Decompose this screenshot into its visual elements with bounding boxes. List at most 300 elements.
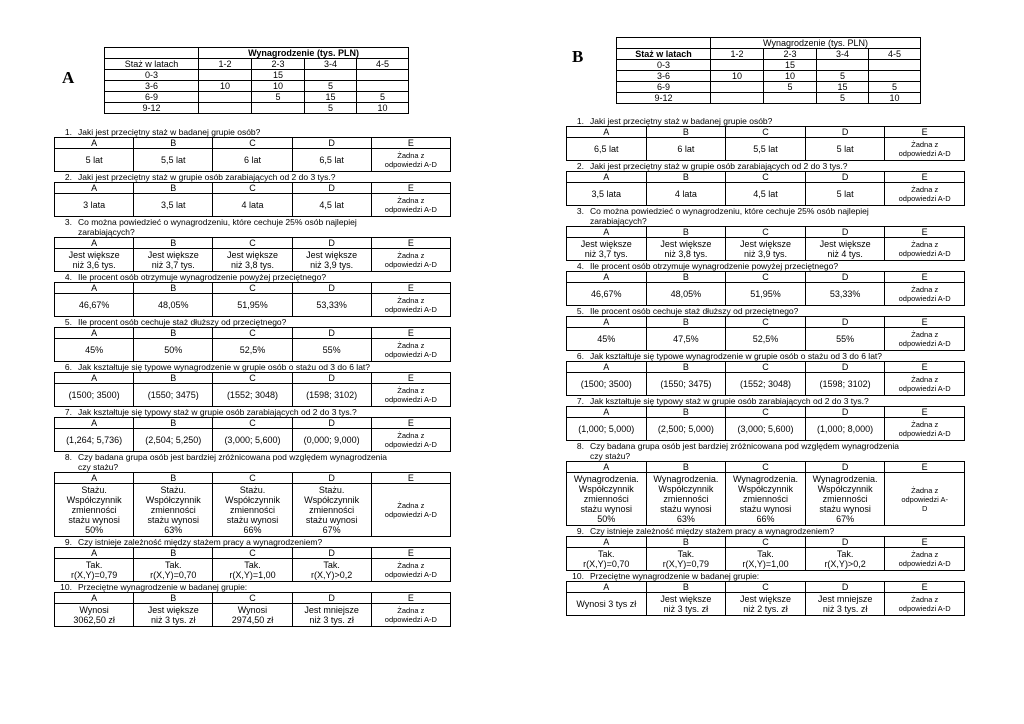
option-line: Współczynnik — [304, 495, 360, 505]
answer-option-e[interactable] — [371, 149, 450, 172]
option-line: r(X,Y)=0,79 — [70, 570, 118, 580]
question-text — [566, 116, 964, 126]
option-letter: D — [805, 462, 885, 473]
answer-option-a[interactable] — [567, 283, 647, 306]
question-line-text: Czy istnieje zależność między stażem pracy a wynagrodzeniem? — [590, 526, 835, 536]
option-line: Żadna z — [911, 240, 939, 249]
question-line-text: Jak kształtuje się typowy staż w grupie osób zarabiających od 2 do 3 tys.? — [590, 396, 869, 406]
options-header-row — [567, 462, 965, 473]
answer-option-e[interactable] — [371, 429, 450, 452]
option-line: Żadna z — [397, 606, 425, 615]
answer-option-e[interactable] — [371, 294, 450, 317]
answer-option-a[interactable] — [567, 238, 647, 261]
option-line: 4 lata — [241, 200, 264, 210]
answer-option-e[interactable] — [885, 418, 965, 441]
answer-option-a[interactable] — [55, 249, 134, 272]
table-cell: 15 — [817, 82, 869, 93]
option-letter: D — [805, 362, 885, 373]
row-label: 3-6 — [105, 81, 199, 92]
answer-option-a[interactable] — [55, 339, 134, 362]
question-line-text: Przeciętne wynagrodzenie w badanej grupie: — [78, 582, 248, 592]
option-line: odpowiedzi A-D — [384, 615, 437, 624]
option-letter: E — [885, 127, 965, 138]
answer-option-a[interactable] — [55, 384, 134, 407]
table-cell: 10 — [869, 93, 921, 104]
option-line: 63% — [676, 514, 695, 524]
question-line — [54, 172, 450, 182]
answer-option-c[interactable] — [213, 429, 292, 452]
answer-option-b[interactable] — [646, 183, 726, 206]
answer-option-d[interactable] — [292, 194, 371, 217]
question-number: 10. — [572, 571, 584, 581]
answer-option-c[interactable] — [726, 373, 806, 396]
table-cell: 5 — [869, 82, 921, 93]
table-row — [105, 92, 409, 103]
answer-option-b[interactable] — [134, 149, 213, 172]
option-line: (1500; 3500) — [68, 390, 120, 400]
option-letter: B — [646, 127, 726, 138]
table-row — [617, 93, 921, 104]
option-line: (2,500; 5,000) — [657, 424, 714, 434]
options-header-row — [567, 272, 965, 283]
answer-option-d[interactable] — [805, 138, 885, 161]
answer-option-d[interactable] — [805, 238, 885, 261]
question-line — [566, 261, 964, 271]
options-row — [567, 238, 965, 261]
answer-option-c[interactable] — [213, 294, 292, 317]
option-line: Żadna z — [397, 561, 425, 570]
option-line: Współczynnik — [66, 495, 122, 505]
option-letter: C — [726, 362, 806, 373]
option-letter: B — [134, 238, 213, 249]
option-letter: E — [885, 582, 965, 593]
options-header-row — [567, 362, 965, 373]
answer-option-e[interactable] — [371, 604, 450, 627]
answer-option-b[interactable] — [646, 373, 726, 396]
table-corner-cell — [105, 48, 199, 59]
answer-option-e[interactable] — [885, 548, 965, 571]
option-letter: A — [55, 138, 134, 149]
answer-option-a[interactable] — [567, 593, 647, 616]
option-letter: D — [292, 183, 371, 194]
option-letter: B — [134, 418, 213, 429]
option-line: stażu wynosi — [305, 515, 358, 525]
answer-option-a[interactable] — [567, 328, 647, 351]
answer-option-d[interactable] — [292, 294, 371, 317]
option-line: Jest większe — [147, 605, 199, 615]
answer-options-table — [54, 547, 451, 582]
row-header: Staż w latach — [105, 59, 199, 70]
answer-option-b[interactable] — [646, 238, 726, 261]
option-line: Żadna z — [397, 296, 425, 305]
answer-option-b[interactable] — [134, 429, 213, 452]
questions-b — [566, 116, 964, 616]
option-line: r(X,Y)=0,79 — [662, 559, 710, 569]
answer-option-b[interactable] — [134, 384, 213, 407]
options-row — [567, 418, 965, 441]
answer-option-c[interactable] — [213, 559, 292, 582]
table-cell: 5 — [305, 103, 357, 114]
answer-option-d[interactable] — [805, 473, 885, 526]
answer-option-b[interactable] — [134, 339, 213, 362]
answer-option-a[interactable] — [55, 604, 134, 627]
option-letter: B — [646, 582, 726, 593]
option-line: Wynosi — [237, 605, 268, 615]
options-header-row — [55, 183, 451, 194]
table-cell: 15 — [764, 60, 817, 71]
answer-option-b[interactable] — [646, 138, 726, 161]
option-letter: C — [213, 593, 292, 604]
option-line: 51,95% — [237, 300, 268, 310]
salary-tenure-table-a — [104, 47, 409, 114]
options-row — [567, 283, 965, 306]
options-header-row — [567, 317, 965, 328]
answer-option-a[interactable] — [55, 294, 134, 317]
answer-option-e[interactable] — [371, 249, 450, 272]
question-text — [566, 526, 964, 536]
option-line: Żadna z — [397, 431, 425, 440]
option-letter: A — [567, 407, 647, 418]
question-line — [54, 452, 450, 462]
option-line: Stażu. — [81, 485, 107, 495]
option-line: Współczynnik — [578, 484, 634, 494]
answer-option-b[interactable] — [646, 473, 726, 526]
answer-option-a[interactable] — [567, 418, 647, 441]
option-line: odpowiedzi A-D — [384, 305, 437, 314]
option-line: (1598; 3102) — [819, 379, 871, 389]
answer-option-e[interactable] — [371, 384, 450, 407]
answer-option-d[interactable] — [292, 339, 371, 362]
answer-option-d[interactable] — [292, 149, 371, 172]
answer-option-c[interactable] — [213, 484, 292, 537]
table-cell — [711, 60, 764, 71]
answer-option-d[interactable] — [292, 484, 371, 537]
question-number: 6. — [576, 351, 584, 361]
table-cell — [305, 70, 357, 81]
answer-options-table — [54, 327, 451, 362]
option-line: 6 lat — [243, 155, 261, 165]
option-line: 48,05% — [670, 289, 702, 299]
answer-option-e[interactable] — [885, 183, 965, 206]
options-row — [55, 149, 451, 172]
option-line: (1552; 3048) — [226, 390, 278, 400]
column-header: 3-4 — [817, 49, 869, 60]
option-line: niż 3,6 tys. — [72, 260, 116, 270]
option-letter: D — [292, 548, 371, 559]
question-line-text: Ile procent osób cechuje staż dłuższy od przeciętnego? — [78, 317, 287, 327]
answer-option-e[interactable] — [885, 473, 965, 526]
option-line: zmienności — [150, 505, 196, 515]
answer-option-a[interactable] — [55, 149, 134, 172]
options-header-row — [55, 593, 451, 604]
answer-option-e[interactable] — [371, 559, 450, 582]
option-line: Współczynnik — [145, 495, 201, 505]
answer-option-e[interactable] — [885, 283, 965, 306]
option-line: stażu wynosi — [147, 515, 200, 525]
option-line: Jest mniejsze — [304, 605, 359, 615]
question-number: 7. — [64, 407, 72, 417]
option-letter: C — [213, 548, 292, 559]
options-row — [55, 194, 451, 217]
question-line — [54, 127, 450, 137]
question-text — [566, 441, 964, 461]
table-cell — [869, 71, 921, 82]
table-cell — [252, 103, 305, 114]
table-cell — [764, 93, 817, 104]
answer-option-d[interactable] — [805, 283, 885, 306]
answer-options-table — [54, 182, 451, 217]
answer-option-a[interactable] — [567, 473, 647, 526]
option-line: Jest większe — [68, 250, 120, 260]
option-line: Żadna z — [911, 140, 939, 149]
option-line: r(X,Y)=0,70 — [583, 559, 630, 569]
option-line: odpowiedzi A-D — [898, 294, 951, 303]
answer-option-c[interactable] — [213, 194, 292, 217]
option-letter: A — [567, 172, 647, 183]
table-cell — [711, 82, 764, 93]
option-line: 5,5 lat — [161, 155, 186, 165]
option-line: (1550; 3475) — [660, 379, 712, 389]
answer-option-d[interactable] — [805, 593, 885, 616]
answer-option-c[interactable] — [726, 328, 806, 351]
option-letter: C — [726, 537, 806, 548]
answer-option-a[interactable] — [55, 559, 134, 582]
option-letter: B — [646, 537, 726, 548]
answer-option-e[interactable] — [371, 194, 450, 217]
options-header-row — [55, 548, 451, 559]
row-label: 6-9 — [617, 82, 711, 93]
option-letter: C — [726, 582, 806, 593]
option-line: 48,05% — [158, 300, 189, 310]
option-line: niż 3,9 tys. — [310, 260, 354, 270]
answer-option-d[interactable] — [292, 249, 371, 272]
answer-option-c[interactable] — [726, 283, 806, 306]
answer-option-c[interactable] — [213, 149, 292, 172]
option-line: Żadna z — [397, 341, 425, 350]
option-line: 6,5 lat — [319, 155, 344, 165]
option-letter: A — [567, 537, 647, 548]
option-letter: A — [55, 183, 134, 194]
option-letter: A — [55, 328, 134, 339]
column-header: 4-5 — [357, 59, 409, 70]
options-row — [567, 328, 965, 351]
answer-option-c[interactable] — [726, 418, 806, 441]
answer-option-b[interactable] — [646, 593, 726, 616]
option-line: (1500; 3500) — [580, 379, 632, 389]
question-line — [566, 396, 964, 406]
answer-option-d[interactable] — [292, 604, 371, 627]
option-letter: E — [885, 407, 965, 418]
answer-option-e[interactable] — [885, 373, 965, 396]
option-line: 6,5 lat — [594, 144, 619, 154]
option-line: Współczynnik — [658, 484, 714, 494]
question-line-text: Jak kształtuje się typowe wynagrodzenie w grupie osób o stażu od 3 do 6 lat? — [78, 362, 371, 372]
answer-option-c[interactable] — [726, 473, 806, 526]
option-line: 50% — [85, 525, 104, 535]
answer-option-e[interactable] — [885, 593, 965, 616]
option-letter: E — [371, 328, 450, 339]
answer-option-d[interactable] — [805, 183, 885, 206]
question-text — [54, 582, 450, 592]
answer-option-e[interactable] — [885, 238, 965, 261]
option-letter: D — [292, 238, 371, 249]
option-letter: E — [371, 548, 450, 559]
answer-options-table — [54, 417, 451, 452]
options-row — [567, 183, 965, 206]
answer-option-b[interactable] — [134, 249, 213, 272]
answer-option-a[interactable] — [567, 373, 647, 396]
option-line: Jest większe — [739, 594, 791, 604]
answer-option-c[interactable] — [213, 384, 292, 407]
option-letter: C — [726, 462, 806, 473]
answer-option-e[interactable] — [371, 339, 450, 362]
table-cell — [199, 70, 252, 81]
answer-option-a[interactable] — [567, 138, 647, 161]
option-letter: D — [292, 138, 371, 149]
option-line: Żadna z — [911, 330, 939, 339]
option-line: 5 lat — [836, 144, 854, 154]
answer-option-e[interactable] — [371, 484, 450, 537]
question-line-text: Ile procent osób otrzymuje wynagrodzenie powyżej przeciętnego? — [78, 272, 327, 282]
option-line: 4,5 lat — [319, 200, 344, 210]
option-line: r(X,Y)=0,70 — [150, 570, 197, 580]
answer-option-b[interactable] — [134, 559, 213, 582]
answer-options-table — [566, 406, 965, 441]
option-line: r(X,Y)>0,2 — [311, 570, 353, 580]
option-line: Wynagrodzenia. — [573, 474, 639, 484]
option-line: Wynagrodzenia. — [733, 474, 798, 484]
answer-option-b[interactable] — [646, 418, 726, 441]
option-line: Żadna z — [397, 501, 425, 510]
question-text — [54, 272, 450, 282]
question-line — [54, 462, 450, 472]
answer-option-d[interactable] — [292, 559, 371, 582]
options-header-row — [567, 172, 965, 183]
question-line-text: Jak kształtuje się typowy staż w grupie osób zarabiających od 2 do 3 tys.? — [78, 407, 357, 417]
answer-option-b[interactable] — [646, 283, 726, 306]
options-header-row — [55, 473, 451, 484]
option-line: Jest większe — [147, 250, 199, 260]
answer-option-d[interactable] — [805, 418, 885, 441]
table-row — [617, 82, 921, 93]
option-line: niż 3 tys. zł — [151, 615, 196, 625]
options-header-row — [55, 238, 451, 249]
option-line: (0,000; 9,000) — [303, 435, 360, 445]
option-line: (1552; 3048) — [739, 379, 791, 389]
table-title: Wynagrodzenie (tys. PLN) — [199, 48, 409, 59]
answer-option-a[interactable] — [55, 484, 134, 537]
options-header-row — [55, 283, 451, 294]
options-row — [567, 138, 965, 161]
option-line: (2,504; 5,250) — [145, 435, 202, 445]
answer-option-c[interactable] — [213, 604, 292, 627]
answer-option-d[interactable] — [292, 429, 371, 452]
option-letter: B — [134, 283, 213, 294]
option-letter: E — [885, 172, 965, 183]
options-row — [55, 484, 451, 537]
option-line: 53,33% — [316, 300, 347, 310]
option-line: zmienności — [822, 494, 868, 504]
answer-option-a[interactable] — [55, 194, 134, 217]
option-line: 46,67% — [591, 289, 622, 299]
option-line: r(X,Y)=1,00 — [742, 559, 789, 569]
option-line: zmienności — [742, 494, 788, 504]
answer-option-c[interactable] — [726, 238, 806, 261]
option-line: odpowiedzi A-D — [384, 570, 437, 579]
option-line: 45% — [597, 334, 616, 344]
answer-option-e[interactable] — [885, 328, 965, 351]
answer-option-d[interactable] — [805, 548, 885, 571]
option-line: Stażu. — [160, 485, 187, 495]
option-line: 67% — [836, 514, 855, 524]
option-letter: A — [567, 127, 647, 138]
options-header-row — [567, 407, 965, 418]
answer-option-c[interactable] — [726, 593, 806, 616]
answer-option-d[interactable] — [292, 384, 371, 407]
answer-option-d[interactable] — [805, 328, 885, 351]
options-row — [55, 384, 451, 407]
question-line — [566, 441, 964, 451]
sheet-a — [104, 47, 408, 114]
option-line: Tak. — [677, 549, 695, 559]
answer-option-e[interactable] — [885, 138, 965, 161]
answer-option-b[interactable] — [646, 548, 726, 571]
option-letter: C — [213, 328, 292, 339]
option-letter: D — [805, 582, 885, 593]
answer-options-table — [566, 171, 965, 206]
answer-option-a[interactable] — [55, 429, 134, 452]
option-letter: A — [567, 362, 647, 373]
option-line: niż 3 tys. zł — [309, 615, 354, 625]
option-line: 53,33% — [829, 289, 861, 299]
option-letter: A — [567, 272, 647, 283]
question-line-text: Jaki jest przeciętny staż w grupie osób zarabiających od 2 do 3 tys.? — [590, 161, 848, 171]
question-text — [566, 571, 964, 581]
option-letter: A — [567, 462, 647, 473]
answer-option-d[interactable] — [805, 373, 885, 396]
question-line — [566, 306, 964, 316]
answer-option-b[interactable] — [134, 604, 213, 627]
option-letter: D — [805, 272, 885, 283]
answer-option-c[interactable] — [726, 183, 806, 206]
answer-option-c[interactable] — [726, 548, 806, 571]
answer-option-b[interactable] — [134, 294, 213, 317]
question-text — [54, 127, 450, 137]
option-letter: D — [805, 407, 885, 418]
option-line: (1598; 3102) — [306, 390, 358, 400]
option-line: Współczynnik — [817, 484, 873, 494]
answer-option-c[interactable] — [726, 138, 806, 161]
answer-option-a[interactable] — [567, 548, 647, 571]
answer-option-c[interactable] — [213, 339, 292, 362]
option-line: zmienności — [229, 505, 275, 515]
table-cell — [357, 81, 409, 92]
question-line — [566, 116, 964, 126]
option-line: 55% — [836, 334, 855, 344]
answer-option-b[interactable] — [134, 194, 213, 217]
variant-label-b: B — [572, 47, 584, 66]
option-letter: E — [885, 272, 965, 283]
question-number: 2. — [576, 161, 584, 171]
option-line: 52,5% — [752, 334, 779, 344]
options-header-row — [55, 418, 451, 429]
answer-option-b[interactable] — [646, 328, 726, 351]
answer-option-a[interactable] — [567, 183, 647, 206]
option-letter: B — [134, 138, 213, 149]
answer-option-b[interactable] — [134, 484, 213, 537]
option-letter: E — [885, 537, 965, 548]
answer-option-c[interactable] — [213, 249, 292, 272]
